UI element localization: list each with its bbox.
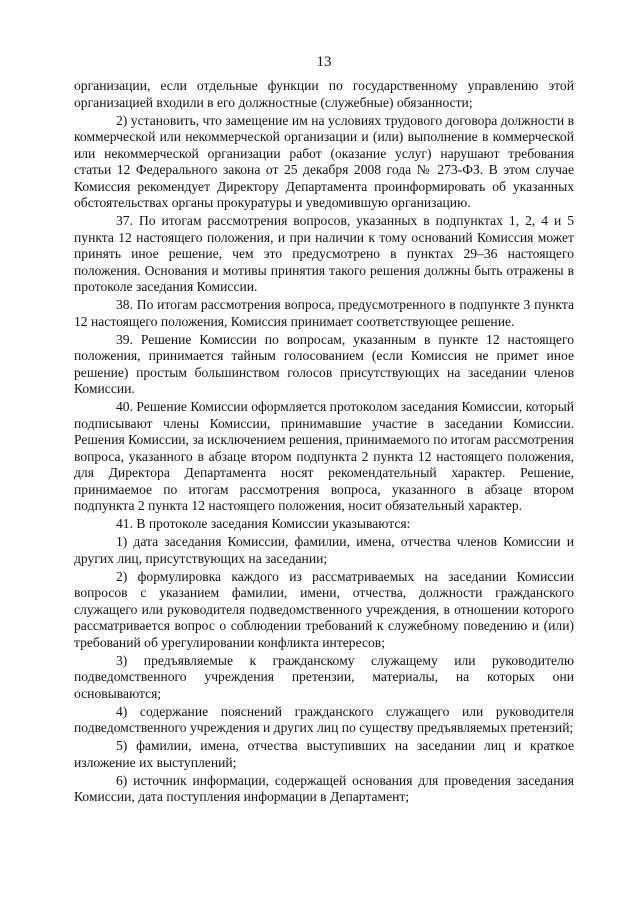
page-number: 13 [316, 54, 332, 70]
list-item-5: 5) фамилии, имена, отчества выступивших на заседании лиц и краткое изложение их выступлений; [74, 738, 574, 770]
paragraph-clause-37: 37. По итогам рассмотрения вопросов, указанных в подпунктах 1, 2, 4 и 5 пункта 12 настоящего положения, и при наличии к тому оснований Комиссия может принять иное решение, чем это предусмотрено в пунктах 29–36 настоящего положения. Основания и мотивы принятия такого решения должны быть отражены в протоколе заседания Комиссии. [74, 213, 574, 294]
paragraph-clause-38: 38. По итогам рассмотрения вопроса, предусмотренного в подпункте 3 пункта 12 настоящего положения, Комиссия принимает соответствующее решение. [74, 297, 574, 329]
paragraph-clause-41: 41. В протоколе заседания Комиссии указываются: [116, 516, 411, 531]
paragraph-clause-40: 40. Решение Комиссии оформляется протоколом заседания Комиссии, который подписывают члены Комиссии, принимавшие участие в заседании Комиссии. Решения Комиссии, за исключением решения, принимаемого по итогам рассмотрения вопроса, указанного в абзаце втором подпункта 2 пункта 12 настоящего положения, для Директора Департамента носят рекомендательный характер. Решение, принимаемое по итогам рассмотрения вопроса, указанного в абзаце втором подпункта 2 пункта 12 настоящего положения, носит обязательный характер. [74, 399, 574, 513]
list-item-6: 6) источник информации, содержащей основания для проведения заседания Комиссии, дата поступления информации в Департамент; [74, 772, 574, 804]
list-item-3: 3) предъявляемые к гражданскому служащему или руководителю подведомственного учреждения претензии, материалы, на которых они основываются; [74, 652, 574, 701]
paragraph-subitem-2: 2) установить, что замещение им на условиях трудового договора должности в коммерческой или некоммерческой организации и (или) выполнение в коммерческой или некоммерческой организации работ (оказание услуг) нарушают требования статьи 12 Федерального закона от 25 декабря 2008 года № 273-ФЗ. В этом случае Комиссия рекомендует Директору Департамента проинформировать об указанных обстоятельствах органы прокуратуры и уведомившую организацию. [74, 112, 574, 210]
list-item-4: 4) содержание пояснений гражданского служащего или руководителя подведомственного учреждения и других лиц по существу предъявляемых претензий; [74, 703, 574, 735]
list-item-1: 1) дата заседания Комиссии, фамилии, имена, отчества членов Комиссии и других лиц, присутствующих на заседании; [74, 534, 574, 566]
paragraph-clause-39: 39. Решение Комиссии по вопросам, указанным в пункте 12 настоящего положения, принимается тайным голосованием (если Комиссия не примет иное решение) простым большинством голосов присутствующих на заседании членов Комиссии. [74, 331, 574, 396]
list-item-2: 2) формулировка каждого из рассматриваемых на заседании Комиссии вопросов с указанием фамилии, имени, отчества, должности гражданского служащего или руководителя подведомственного учреждения, в отношении которого рассматривается вопрос о соблюдении требований к служебному поведению и (или) требований об урегулировании конфликта интересов; [74, 568, 574, 650]
paragraph-continuation: организации, если отдельные функции по государственному управлению этой организацией входили в его должностные (служебные) обязанности; [74, 78, 574, 110]
